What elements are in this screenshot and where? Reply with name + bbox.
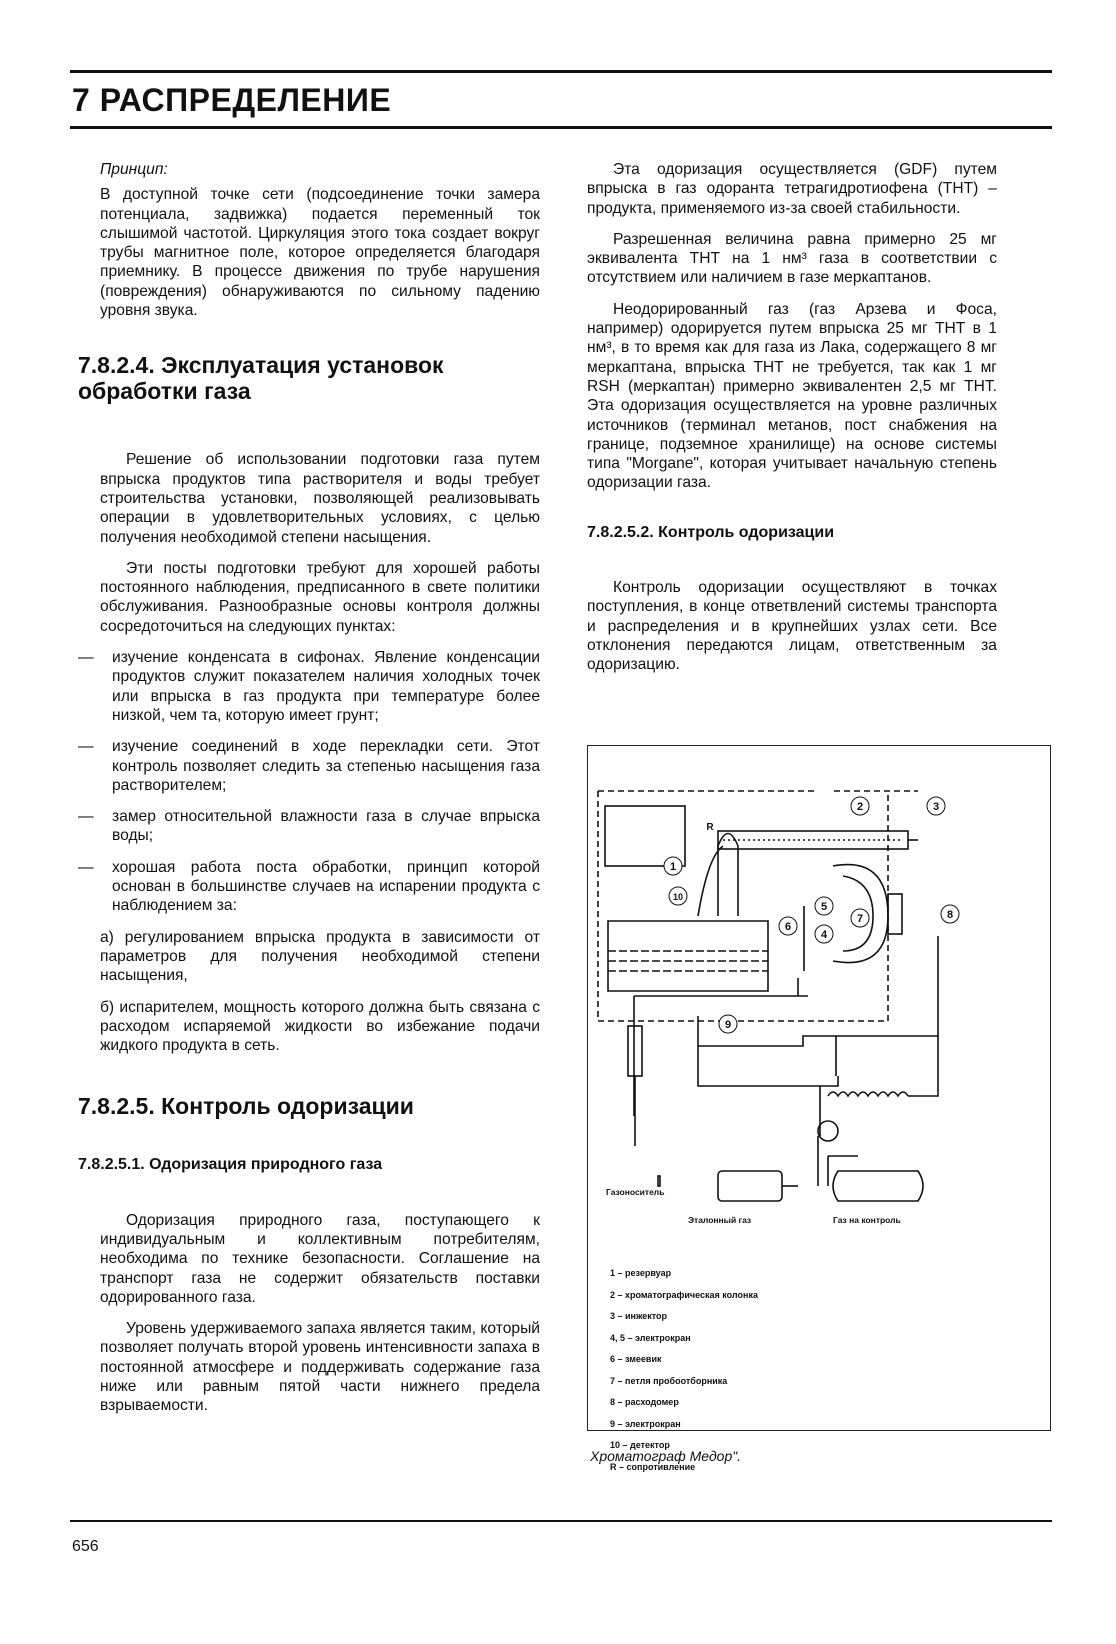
page-number: 656 bbox=[72, 1538, 99, 1555]
paragraph: б) испарителем, мощность которого должна быть связана с расходом испаряемой жидкости во избежание подачи жидкого продукта в сеть. bbox=[100, 998, 540, 1055]
callout-6 bbox=[779, 917, 797, 935]
paragraph: Уровень удерживаемого запаха является таким, который позволяет получать второй уровень интенсивности запаха в постоянной атмосфере и поддерживать содержание газа ниже или равным пятой части нижнего предела взрываемости. bbox=[100, 1320, 540, 1415]
paragraph: Неодорированный газ (газ Арзева и Фоса, например) одорируется путем впрыска 25 мг ТНТ в 1 нм³, в то время как для газа из Лака, содержащего 8 мг меркаптана, впрыска ТНТ не требуется, так как 1 мг RSH (меркаптан) примерно эквивалентен 2,5 мг ТНТ. Эта одоризация осуществляется на уровне различных источников (терминал метанов, пост снабжения на границе, подземное хранилище) на основе системы типа "Morgane", которая учитывает начальную степень одоризации газа. bbox=[587, 300, 997, 492]
legend-item: 10 – детектор bbox=[610, 1440, 670, 1450]
section-heading-7-8-2-5: 7.8.2.5. Контроль одоризации bbox=[78, 1093, 414, 1120]
legend-item: 7 – петля пробоотборника bbox=[610, 1375, 728, 1386]
callout-7 bbox=[851, 909, 869, 927]
paragraph: Эти посты подготовки требуют для хорошей работы постоянного наблюдения, предписанного в свете политики обслуживания. Разнообразные основы контроля должны сосредоточиться на следующих пунктах: bbox=[100, 559, 540, 635]
legend-item: 4, 5 – электрокран bbox=[610, 1332, 691, 1343]
callout-4 bbox=[815, 925, 833, 943]
svg-text:3: 3 bbox=[932, 801, 940, 813]
svg-text:2: 2 bbox=[856, 801, 864, 813]
legend-item: R – сопротивление bbox=[610, 1461, 696, 1472]
section-number: 7.8.2.4. bbox=[78, 352, 155, 379]
detector bbox=[718, 834, 738, 917]
principle-label: Принцип: bbox=[100, 161, 168, 178]
right-column bbox=[587, 160, 997, 687]
list-item: — изучение конденсата в сифонах. Явление конденсации продуктов служит показателем наличия холодных точек или впрыска в газ продукта при температуре более низкой, чем та, которую имеет грунт; bbox=[78, 648, 540, 725]
svg-text:6: 6 bbox=[784, 921, 792, 933]
control-pipe bbox=[833, 1171, 923, 1201]
callout-2 bbox=[851, 797, 869, 815]
list-item: — изучение соединений в ходе перекладки сети. Этот контроль позволяет следить за степенью насыщения газа растворителем; bbox=[78, 737, 540, 795]
svg-text:10: 10 bbox=[672, 892, 684, 902]
paragraph: Разрешенная величина равна примерно 25 мг эквивалента ТНТ на 1 нм³ газа в соответствии с отсутствием или наличием в газе меркаптанов. bbox=[587, 230, 997, 287]
chromatograph-diagram bbox=[588, 746, 1050, 1256]
chapter-title: 7 РАСПРЕДЕЛЕНИЕ bbox=[72, 82, 392, 118]
paragraph: а) регулированием впрыска продукта в зависимости от параметров для получения необходимой степени насыщения, bbox=[100, 928, 540, 985]
paragraph: Эта одоризация осуществляется (GDF) путем впрыска в газ одоранта тетрагидротиофена (ТНТ) – продукта, применяемого из-за своей стабильности. bbox=[587, 161, 997, 217]
paragraph: Контроль одоризации осуществляют в точках поступления, в конце ответвлений системы транспорта и распределения и в крупнейших узлах сети. Все отклонения передаются лицам, ответственным за одоризацию. bbox=[587, 579, 997, 674]
legend-item: 8 – расходомер bbox=[610, 1397, 679, 1407]
figure-legend bbox=[610, 1263, 758, 1478]
section-heading-7-8-2-4 bbox=[78, 352, 540, 404]
bullet-list bbox=[78, 648, 540, 916]
svg-text:7: 7 bbox=[856, 913, 864, 925]
top-rule bbox=[70, 70, 1052, 73]
paragraph: В доступной точке сети (подсоединение точки замера потенциала, задвижка) подается переменный ток слышимой частотой. Циркуляция этого тока создает вокруг трубы магнитное поле, которое определяется благодаря приемнику. В процессе движения по трубе нарушения (повреждения) обнаруживаются по сильному падению уровня звука. bbox=[100, 186, 540, 320]
header-bottom-rule bbox=[70, 126, 1052, 129]
callout-1 bbox=[664, 857, 682, 875]
svg-text:4: 4 bbox=[820, 929, 828, 941]
subsection-heading-7-8-2-5-1: 7.8.2.5.1. Одоризация природного газа bbox=[78, 1156, 383, 1174]
legend-item: 2 – хроматографическая колонка bbox=[610, 1289, 758, 1300]
legend-item: 3 – инжектор bbox=[610, 1311, 668, 1321]
list-item: — хорошая работа поста обработки, принцип которой основан в большинстве случаев на испарении продукта с наблюдением за: bbox=[78, 858, 540, 916]
callout-9 bbox=[719, 1015, 737, 1033]
svg-text:5: 5 bbox=[820, 901, 828, 913]
paragraph: Решение об использовании подготовки газа путем впрыска продуктов типа растворителя и воды требует строительства установки, позволяющей реализовывать операции в удовлетворительных условиях, с целью получения необходимой степени насыщения. bbox=[100, 451, 540, 546]
svg-text:1: 1 bbox=[669, 861, 677, 873]
legend-item: 1 – резервуар bbox=[610, 1268, 672, 1278]
section-title: Эксплуатация установок обработки газа bbox=[78, 352, 444, 405]
subsection-heading-7-8-2-5-2: 7.8.2.5.2. Контроль одоризации bbox=[587, 523, 835, 541]
legend-item: 6 – змеевик bbox=[610, 1354, 662, 1364]
left-column bbox=[78, 160, 540, 1428]
callout-8 bbox=[941, 905, 959, 923]
callout-3 bbox=[927, 797, 945, 815]
gas-to-control-label: Газ на контроль bbox=[833, 1215, 901, 1225]
gas-bottle bbox=[718, 1171, 782, 1201]
svg-text:8: 8 bbox=[946, 909, 954, 921]
paragraph: Одоризация природного газа, поступающего к индивидуальным и коллективным потребителям, необходима по технике безопасности. Соглашение на транспорт газа не содержит обязательств поставки одорированного газа. bbox=[100, 1211, 540, 1306]
tank bbox=[608, 921, 768, 991]
figure-caption: Хроматограф Медор". bbox=[590, 1448, 742, 1464]
callout-5 bbox=[815, 897, 833, 915]
svg-text:9: 9 bbox=[724, 1019, 732, 1031]
reference-gas-label: Эталонный газ bbox=[688, 1215, 752, 1225]
callout-10 bbox=[669, 887, 687, 905]
legend-item: 9 – электрокран bbox=[610, 1418, 681, 1429]
callout-r: R bbox=[706, 822, 714, 833]
list-item: — замер относительной влажности газа в случае впрыска воды; bbox=[78, 807, 540, 846]
carrier-gas-label: Газоноситель bbox=[606, 1187, 665, 1197]
footer-rule bbox=[70, 1520, 1052, 1522]
